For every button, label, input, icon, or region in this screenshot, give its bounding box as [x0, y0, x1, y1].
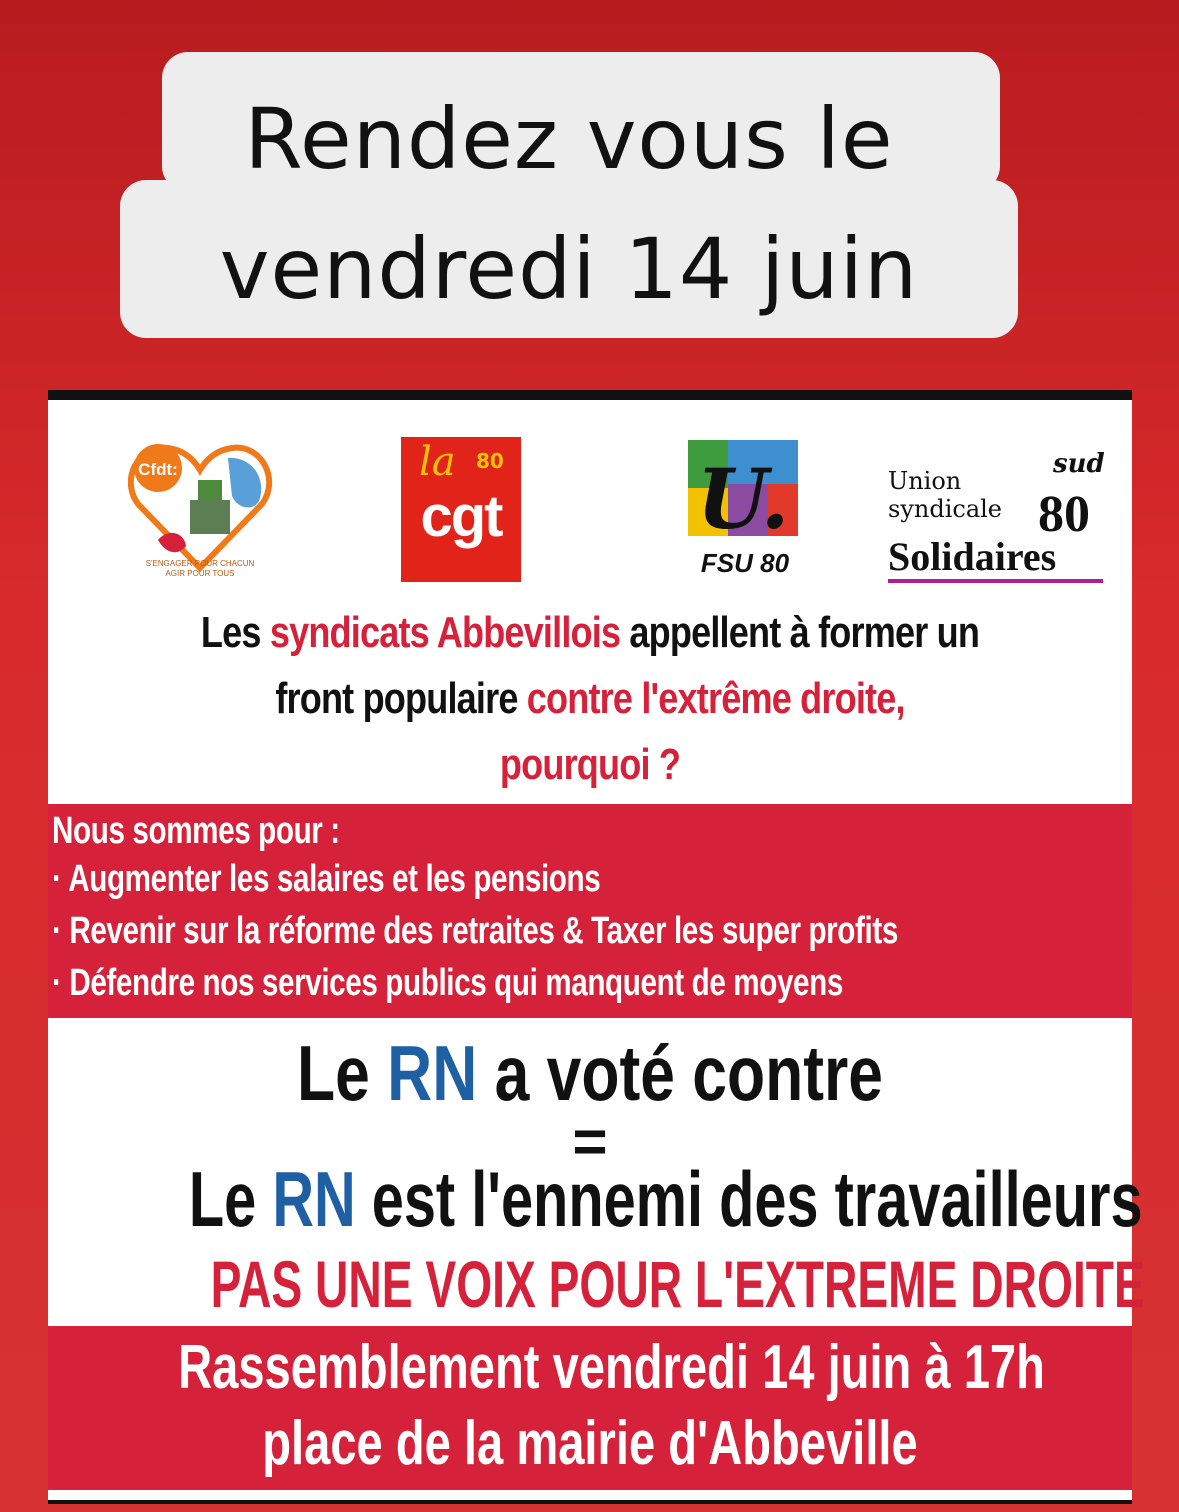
rally-line-1: Rassemblement vendredi 14 juin à 17h — [178, 1333, 1045, 1402]
intro-text — [146, 600, 1035, 798]
headline-box — [120, 52, 1018, 338]
rally-info — [48, 1326, 1132, 1490]
union-logos — [48, 400, 1132, 600]
cgt-logo — [401, 437, 521, 582]
intro-part-3: appellent à former un — [620, 608, 980, 657]
rally-line-2: place de la mairie d'Abbeville — [262, 1409, 918, 1478]
solidaires-tag: sud — [1053, 449, 1105, 479]
demands-section — [48, 804, 1132, 1018]
solidaires-line-1: Union — [888, 467, 962, 495]
demand-item: · Revenir sur la réforme des retraites & Taxer les super profits — [52, 910, 898, 952]
cgt-la: la — [419, 439, 456, 485]
rn-line-1-a: Le — [296, 1029, 388, 1117]
rn-line-2 — [188, 1154, 1143, 1245]
rn-slogan: PAS UNE VOIX POUR L'EXTREME DROITE — [210, 1247, 1145, 1321]
cgt-number: 80 — [476, 449, 504, 473]
poster-card — [48, 390, 1145, 1504]
fsu-logo — [678, 440, 808, 580]
intro-part-5: contre l'extrême droite, — [526, 674, 905, 723]
intro-part-2: syndicats Abbevillois — [269, 608, 621, 657]
rn-line-2-b: RN — [272, 1155, 356, 1243]
solidaires-underline — [888, 579, 1103, 583]
intro-part-1: Les — [200, 608, 270, 657]
demand-item: · Défendre nos services publics qui manquent de moyens — [52, 962, 843, 1004]
fsu-label: FSU 80 — [700, 548, 790, 578]
intro-part-4: front populaire — [275, 674, 527, 723]
demand-item: · Augmenter les salaires et les pensions — [52, 858, 601, 900]
rn-line-1-b: RN — [387, 1029, 478, 1117]
headline-line-2: vendredi 14 juin — [219, 220, 919, 318]
equals-sign: = — [572, 1108, 608, 1175]
intro-part-6: pourquoi ? — [499, 740, 681, 789]
solidaires-line-3: Solidaires — [888, 534, 1057, 579]
solidaires-logo — [888, 449, 1108, 585]
headline-line-1: Rendez vous le — [244, 90, 894, 188]
rn-line-2-c: est l'ennemi des travailleurs — [355, 1155, 1143, 1243]
demands-heading: Nous sommes pour : — [52, 810, 340, 852]
fsu-letter: U. — [696, 452, 790, 548]
cfdt-caption-2: AGIR POUR TOUS — [165, 569, 235, 578]
cfdt-caption-1: S'ENGAGER POUR CHACUN — [145, 559, 255, 568]
cfdt-name: Cfdt: — [138, 460, 178, 479]
cgt-word: cgt — [420, 484, 502, 549]
solidaires-line-2: syndicale — [888, 495, 1002, 523]
cfdt-logo — [128, 440, 273, 580]
rn-line-1 — [156, 1028, 1023, 1119]
rn-line-2-a: Le — [188, 1155, 273, 1243]
rn-line-1-c: a voté contre — [477, 1029, 884, 1117]
solidaires-number: 80 — [1038, 486, 1090, 543]
